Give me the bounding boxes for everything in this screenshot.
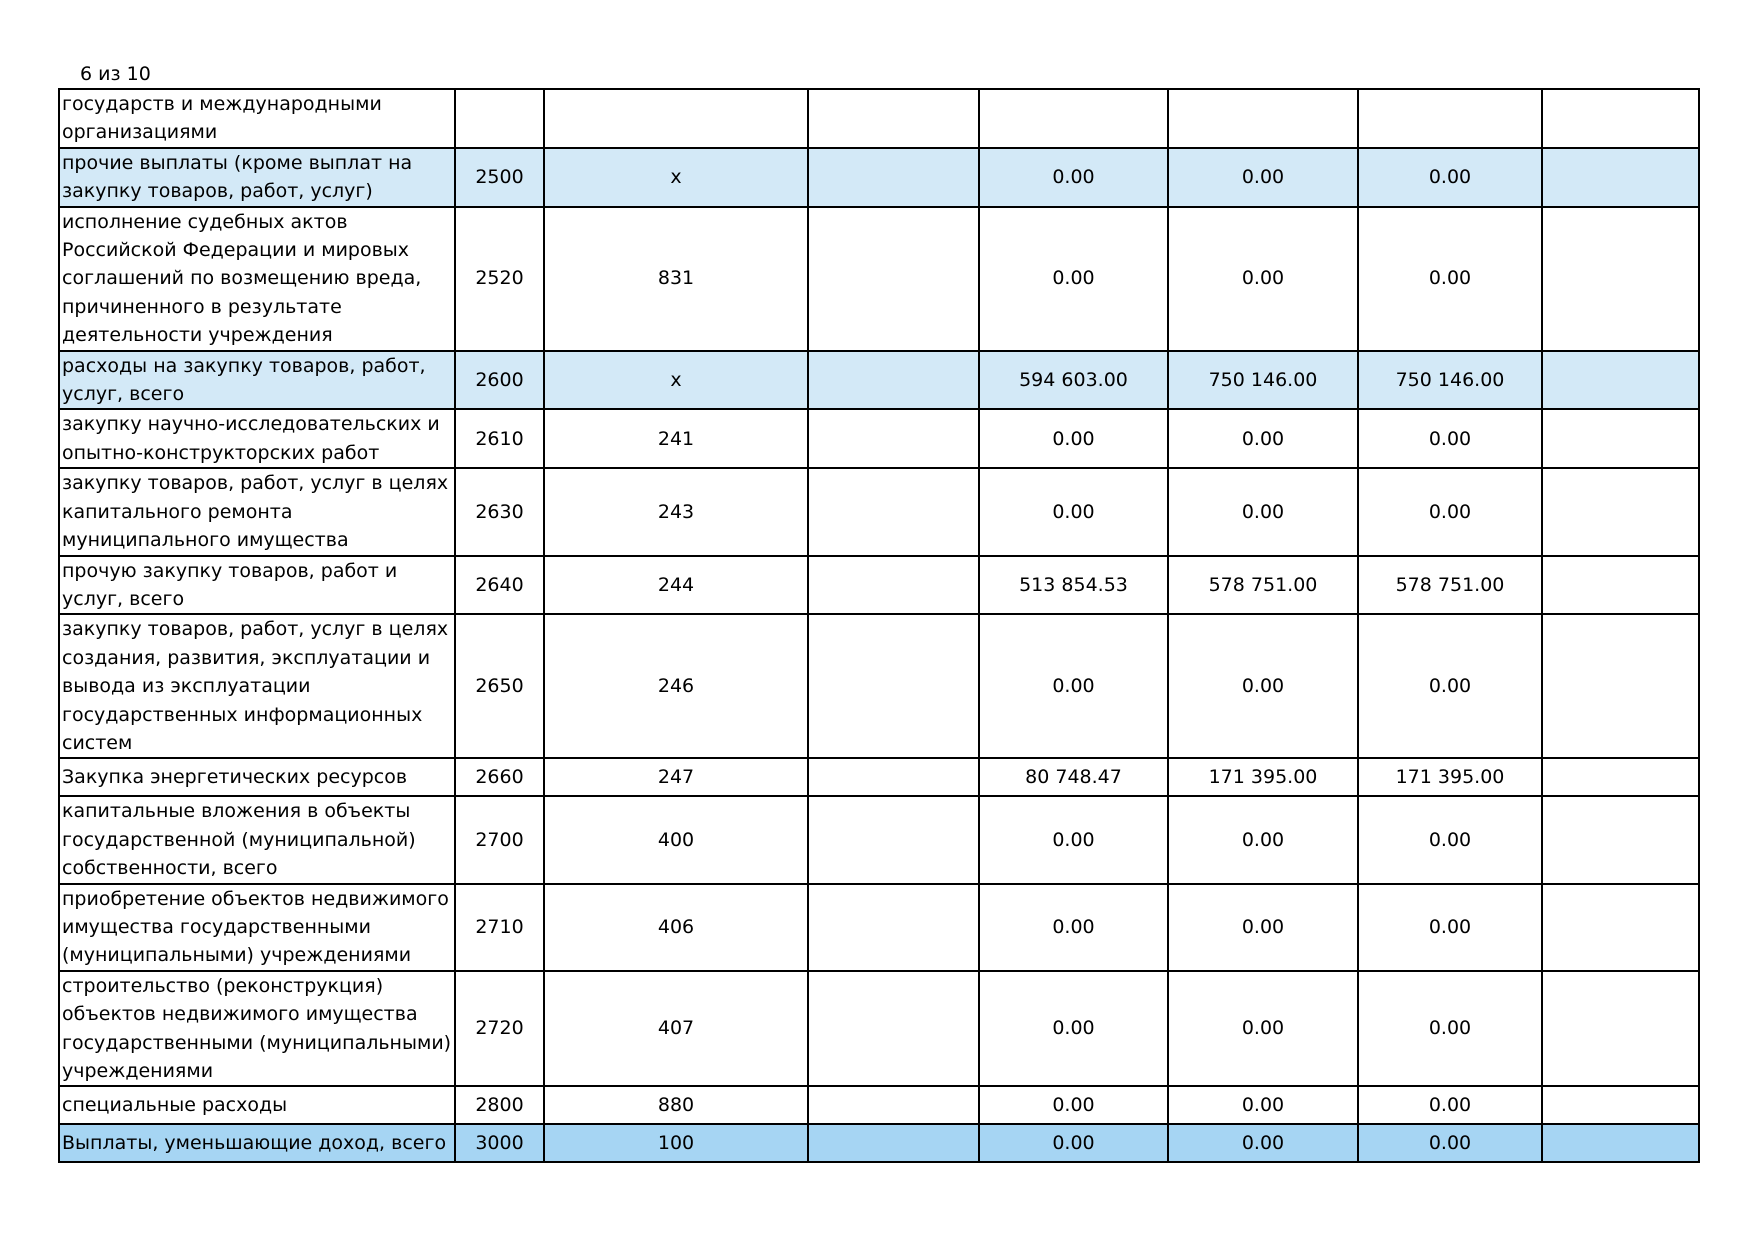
row-column-8: [1542, 614, 1699, 758]
row-column-8: [1542, 148, 1699, 207]
row-column-8: [1542, 89, 1699, 148]
row-code: 2720: [455, 971, 544, 1087]
row-name: закупку товаров, работ, услуг в целях создания, развития, эксплуатации и вывода из эксплуатации государственных информационных систем: [59, 614, 455, 758]
row-name: закупку научно-исследовательских и опытно-конструкторских работ: [59, 409, 455, 468]
row-code: 3000: [455, 1124, 544, 1162]
row-name: прочие выплаты (кроме выплат на закупку товаров, работ, услуг): [59, 148, 455, 207]
page-indicator: 6 из 10: [80, 63, 151, 85]
row-value-1: [979, 89, 1168, 148]
row-code: 2660: [455, 758, 544, 796]
row-value-3: 750 146.00: [1358, 351, 1542, 410]
row-value-1: 80 748.47: [979, 758, 1168, 796]
row-value-2: 0.00: [1168, 1124, 1358, 1162]
row-value-1: 0.00: [979, 409, 1168, 468]
row-column-4: [808, 971, 979, 1087]
row-name: Выплаты, уменьшающие доход, всего: [59, 1124, 455, 1162]
row-kbk: 244: [544, 556, 808, 615]
row-value-3: 0.00: [1358, 148, 1542, 207]
table-row: [59, 796, 1699, 883]
table-row: [59, 207, 1699, 351]
row-value-1: 0.00: [979, 1086, 1168, 1124]
row-value-2: 578 751.00: [1168, 556, 1358, 615]
row-column-4: [808, 351, 979, 410]
row-column-8: [1542, 1124, 1699, 1162]
row-column-8: [1542, 556, 1699, 615]
row-kbk: 400: [544, 796, 808, 883]
row-value-3: 0.00: [1358, 468, 1542, 555]
row-value-3: 0.00: [1358, 207, 1542, 351]
table-row: [59, 556, 1699, 615]
table-row: [59, 1086, 1699, 1124]
row-value-3: 0.00: [1358, 884, 1542, 971]
row-column-4: [808, 148, 979, 207]
row-code: 2710: [455, 884, 544, 971]
row-value-1: 0.00: [979, 207, 1168, 351]
row-value-3: 0.00: [1358, 1124, 1542, 1162]
row-value-2: [1168, 89, 1358, 148]
row-value-1: 0.00: [979, 971, 1168, 1087]
row-value-1: 0.00: [979, 148, 1168, 207]
row-column-4: [808, 89, 979, 148]
row-column-8: [1542, 468, 1699, 555]
row-kbk: x: [544, 148, 808, 207]
table-row: [59, 89, 1699, 148]
row-value-2: 0.00: [1168, 884, 1358, 971]
table-row: [59, 468, 1699, 555]
row-value-3: 0.00: [1358, 796, 1542, 883]
row-name: приобретение объектов недвижимого имущества государственными (муниципальными) учреждениями: [59, 884, 455, 971]
row-column-4: [808, 556, 979, 615]
row-value-3: 0.00: [1358, 1086, 1542, 1124]
row-column-4: [808, 1124, 979, 1162]
row-kbk: 406: [544, 884, 808, 971]
row-column-4: [808, 614, 979, 758]
table-row: [59, 971, 1699, 1087]
budget-table: [58, 88, 1700, 1163]
row-code: [455, 89, 544, 148]
row-value-3: [1358, 89, 1542, 148]
row-value-1: 0.00: [979, 614, 1168, 758]
row-value-2: 0.00: [1168, 207, 1358, 351]
table-row: [59, 758, 1699, 796]
table-row: [59, 1124, 1699, 1162]
table-row: [59, 409, 1699, 468]
row-value-2: 171 395.00: [1168, 758, 1358, 796]
row-name: исполнение судебных актов Российской Федерации и мировых соглашений по возмещению вреда, причиненного в результате деятельности учреждения: [59, 207, 455, 351]
row-kbk: x: [544, 351, 808, 410]
row-value-2: 0.00: [1168, 1086, 1358, 1124]
row-column-8: [1542, 796, 1699, 883]
row-column-4: [808, 796, 979, 883]
row-column-8: [1542, 1086, 1699, 1124]
row-kbk: 880: [544, 1086, 808, 1124]
table-row: [59, 148, 1699, 207]
row-column-4: [808, 1086, 979, 1124]
row-value-2: 0.00: [1168, 614, 1358, 758]
row-column-8: [1542, 409, 1699, 468]
row-kbk: 246: [544, 614, 808, 758]
row-kbk: 100: [544, 1124, 808, 1162]
row-column-8: [1542, 351, 1699, 410]
row-column-4: [808, 468, 979, 555]
row-column-4: [808, 409, 979, 468]
row-name: расходы на закупку товаров, работ, услуг, всего: [59, 351, 455, 410]
row-column-4: [808, 884, 979, 971]
row-code: 2700: [455, 796, 544, 883]
row-column-8: [1542, 884, 1699, 971]
row-name: строительство (реконструкция) объектов недвижимого имущества государственными (муниципальными) учреждениями: [59, 971, 455, 1087]
row-value-3: 0.00: [1358, 971, 1542, 1087]
row-code: 2520: [455, 207, 544, 351]
row-code: 2800: [455, 1086, 544, 1124]
row-value-3: 0.00: [1358, 614, 1542, 758]
row-name: государств и международными организациями: [59, 89, 455, 148]
row-value-1: 0.00: [979, 468, 1168, 555]
row-kbk: 247: [544, 758, 808, 796]
row-column-4: [808, 758, 979, 796]
row-kbk: 831: [544, 207, 808, 351]
row-value-2: 0.00: [1168, 148, 1358, 207]
row-name: закупку товаров, работ, услуг в целях капитального ремонта муниципального имущества: [59, 468, 455, 555]
row-value-3: 171 395.00: [1358, 758, 1542, 796]
row-value-1: 0.00: [979, 1124, 1168, 1162]
row-code: 2500: [455, 148, 544, 207]
row-column-8: [1542, 971, 1699, 1087]
table-row: [59, 351, 1699, 410]
row-value-1: 0.00: [979, 884, 1168, 971]
row-value-2: 0.00: [1168, 796, 1358, 883]
row-column-4: [808, 207, 979, 351]
row-column-8: [1542, 758, 1699, 796]
row-code: 2630: [455, 468, 544, 555]
row-name: капитальные вложения в объекты государственной (муниципальной) собственности, всего: [59, 796, 455, 883]
row-value-1: 0.00: [979, 796, 1168, 883]
row-kbk: [544, 89, 808, 148]
row-column-8: [1542, 207, 1699, 351]
row-value-2: 0.00: [1168, 409, 1358, 468]
row-code: 2650: [455, 614, 544, 758]
row-value-1: 594 603.00: [979, 351, 1168, 410]
row-value-3: 578 751.00: [1358, 556, 1542, 615]
row-kbk: 243: [544, 468, 808, 555]
row-code: 2610: [455, 409, 544, 468]
row-value-2: 750 146.00: [1168, 351, 1358, 410]
table-row: [59, 614, 1699, 758]
row-kbk: 407: [544, 971, 808, 1087]
row-code: 2600: [455, 351, 544, 410]
row-kbk: 241: [544, 409, 808, 468]
row-value-2: 0.00: [1168, 468, 1358, 555]
row-value-1: 513 854.53: [979, 556, 1168, 615]
table-row: [59, 884, 1699, 971]
row-name: специальные расходы: [59, 1086, 455, 1124]
row-value-2: 0.00: [1168, 971, 1358, 1087]
row-code: 2640: [455, 556, 544, 615]
row-name: Закупка энергетических ресурсов: [59, 758, 455, 796]
row-value-3: 0.00: [1358, 409, 1542, 468]
row-name: прочую закупку товаров, работ и услуг, всего: [59, 556, 455, 615]
